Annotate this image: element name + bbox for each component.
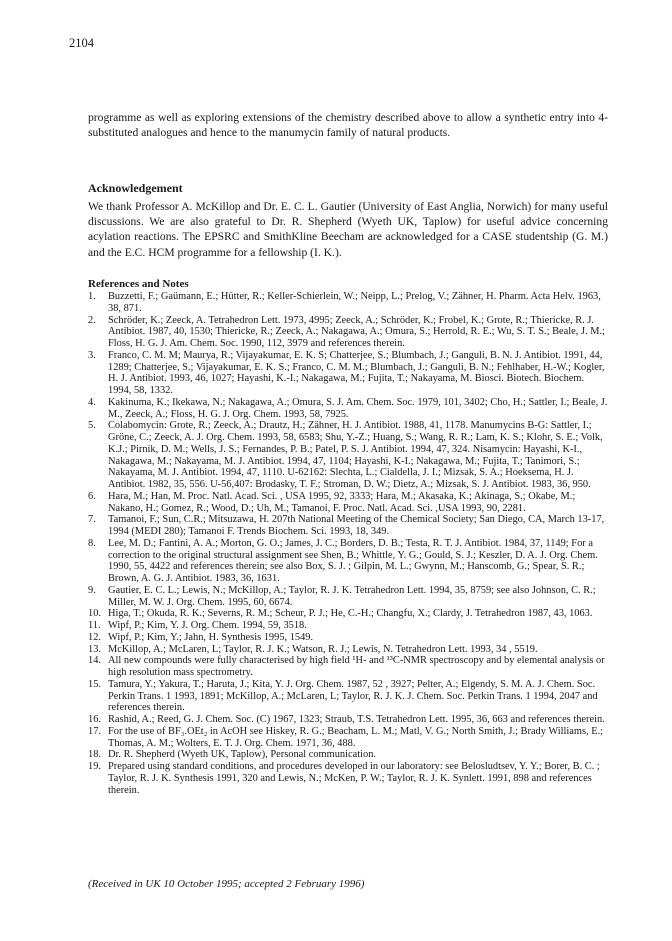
reference-item xyxy=(88,538,608,585)
reference-number: 1. xyxy=(88,291,96,302)
reference-number: 7. xyxy=(88,514,96,526)
reference-number: 13. xyxy=(88,643,101,655)
reference-number: 2. xyxy=(88,314,96,326)
reference-number: 3. xyxy=(88,349,96,361)
reference-number: 12. xyxy=(88,631,101,643)
received-date-line: (Received in UK 10 October 1995; accepted 2 February 1996) xyxy=(88,878,365,890)
reference-text: Hara, M.; Han, M. Proc. Natl. Acad. Sci. , USA 1995, 92, 3333; Hara, M.; Akasaka, K.; Akinaga, S.; Okabe, M.; Nakano, H.; Gomez, R.; Wood, D.; Uh, M.; Tamanoi, F. Proc. Natl. Acad. Sci. ,USA 1993, 90, 2281. xyxy=(108,490,576,514)
reference-item xyxy=(88,679,608,714)
reference-text: Wipf, P.; Kim, Y.; Jahn, H. Synthesis 1995, 1549. xyxy=(108,631,314,643)
reference-item xyxy=(88,726,608,750)
reference-item xyxy=(88,350,608,397)
reference-item xyxy=(88,749,608,761)
reference-number: 10. xyxy=(88,608,101,620)
reference-item xyxy=(88,585,608,609)
reference-item xyxy=(88,420,608,491)
reference-text: Schröder, K.; Zeeck, A. Tetrahedron Lett. 1973, 4995; Zeeck, A.; Schröder, K.; Frobel, K.; Grote, R.; Thiericke, R. J. Antibiot. 1987, 40, 1530; Thiericke, R.; Zeeck, A.; Nakagawa, A.; Omura, S.; Herrold, R. E.; Wu, S. T. S.; Beale, J. M.; Floss, H. G. J. Am. Chem. Soc. 1990, 112, 3979 and references therein. xyxy=(108,314,605,349)
reference-number: 19. xyxy=(88,761,101,772)
reference-item xyxy=(88,620,608,632)
reference-item xyxy=(88,491,608,515)
reference-item xyxy=(88,644,608,656)
intro-paragraph: programme as well as exploring extensions of the chemistry described above to allow a synthetic entry into 4-substituted analogues and hence to the manumycin family of natural products. xyxy=(88,111,608,140)
reference-item xyxy=(88,608,608,620)
reference-number: 5. xyxy=(88,420,96,432)
reference-text: Wipf, P.; Kim, Y. J. Org. Chem. 1994, 59, 3518. xyxy=(108,620,307,631)
reference-text: Lee, M. D.; Fantini, A. A.; Morton, G. O.; James, J. C.; Borders, D. B.; Testa, R. T. J. Antibiot. 1984, 37, 1149; For a correction to the original structural assignment see Shen, B.; Whittle, Y. G.; Gould, S. J.; Keszler, D. A. J. Org. Chem. 1990, 55, 4422 and references therein; see also Box, S. J. ; Gilpin, M. L.; Gwynn, M.; Hanscomb, G.; Spear, S. R.; Brown, A. G. J. Antibiot. 1983, 36, 1631. xyxy=(108,537,598,584)
acknowledgement-text: We thank Professor A. McKillop and Dr. E. C. L. Gautier (University of East Anglia, Norwich) for many useful discussions. We are also grateful to Dr. R. Shepherd (Wyeth UK, Taplow) for useful advice concerning acylation reactions. The EPSRC and SmithKline Beecham are acknowledged for a CASE studentship (G. M.) and the E.C. HCM programme for a fellowship (I. K.). xyxy=(88,200,608,259)
reference-text: Gautier, E. C. L.; Lewis, N.; McKillop, A.; Taylor, R. J. K. Tetrahedron Lett. 1994, 35, 8759; see also Johnson, C. R.; Miller, M. W. J. Org. Chem. 1995, 60, 6674. xyxy=(108,584,596,608)
reference-text: Kakinuma, K.; Ikekawa, N.; Nakagawa, A.; Omura, S. J. Am. Chem. Soc. 1979, 101, 3402; Cho, H.; Sattler, I.; Beale, J. M., Zeeck, A.; Floss, H. G. J. Org. Chem. 1993, 58, 7925. xyxy=(108,396,608,420)
page-number: 2104 xyxy=(69,36,94,50)
reference-text: Franco, C. M. M; Maurya, R.; Vijayakumar, E. K. S; Chatterjee, S.; Blumbach, J.; Ganguli, B. N. J. Antibiot. 1991, 44, 1289; Chatterjee, S.; Vijayakumar, E. K. S.; Franco, C. M. M.; Blumbach, J.; Ganguli, B. N.; Fehlhaber, H.-W.; Kogler, H. J. Antibiot. 1993, 46, 1027; Hayashi, K.-I.; Nakagawa, M.; Fujita, T.; Nakayama, M. Biosci. Biotech. Biochem. 1994, 58, 1332. xyxy=(108,349,605,396)
reference-list xyxy=(88,291,608,796)
reference-text: Higa, T.; Okuda, R. K.; Severns, R. M.; Scheur, P. J.; He, C.-H.; Changfu, X.; Clardy, J. Tetrahedron 1987, 43, 1063. xyxy=(108,608,593,620)
reference-item xyxy=(88,655,608,679)
reference-item xyxy=(88,397,608,421)
reference-text: Rashid, A.; Reed, G. J. Chem. Soc. (C) 1967, 1323; Straub, T.S. Tetrahedron Lett. 1995, 36, 663 and references therein. xyxy=(108,714,605,725)
reference-item xyxy=(88,632,608,644)
reference-text: Tamura, Y.; Yakura, T.; Haruta, J.; Kita, Y. J. Org. Chem. 1987, 52 , 3927; Pelter, A.; Elgendy, S. M. A. J. Chem. Soc. Perkin Trans. 1 1993, 1891; McKillop, A.; McLaren, L; Taylor, R. J. K. J. Chem. Soc. Perkin Trans. 1 1994, 2047 and references therein. xyxy=(108,678,598,714)
references-heading: References and Notes xyxy=(88,278,189,290)
reference-number: 11. xyxy=(88,620,101,631)
reference-text: Prepared using standard conditions, and procedures developed in our laboratory: see Belosludtsev, Y. Y.; Borer, B. C. ; Taylor, R. J. K. Synthesis 1991, 320 and Lewis, N.; McKen, P. W.; Taylor, R. J. K. Synlett. 1991, 898 and references therein. xyxy=(108,761,600,796)
reference-item xyxy=(88,514,608,538)
reference-number: 14. xyxy=(88,655,101,667)
reference-text: Tamanoi, F.; Sun, C.R.; Mitsuzawa, H. 207th National Meeting of the Chemical Society; San Diego, CA, March 13-17, 1994 (MEDI 280); Tamanoi F. Trends Biochem. Sci. 1993, 18, 349. xyxy=(108,514,605,537)
acknowledgement-heading: Acknowledgement xyxy=(88,181,183,195)
reference-number: 4. xyxy=(88,396,96,408)
reference-number: 8. xyxy=(88,537,96,549)
reference-number: 18. xyxy=(88,749,101,761)
reference-item xyxy=(88,315,608,350)
reference-text: Dr. R. Shepherd (Wyeth UK, Taplow), Personal communication. xyxy=(108,749,376,761)
reference-number: 15. xyxy=(88,678,101,690)
reference-number: 9. xyxy=(88,584,96,596)
reference-text: Colabomycin: Grote, R.; Zeeck, A.; Drautz, H.; Zähner, H. J. Antibiot. 1988, 41, 1178. Manumycins B-G: Sattler, I.; Gröne, C.; Zeeck, A. J. Org. Chem. 1993, 58, 6583; Shu, Y.-Z.; Huang, S.; Wang, R. R.; Lam, K. S.; Klohr, S. E.; Volk, K.J.; Pirnik, D. M.; Wells, J. S.; Fernandes, P. B.; Patel, P. S. J. Antibiot. 1994, 47, 324. Nisamycin: Hayashi, K-I., Nakagawa, M.; Nakayama, M. J. Antibiot. 1994, 47, 1104; Hayashi, K-I.; Nakagawa, M.; Fujita, T.; Tanimori, S.; Nakayama, M. J. Antibiot. 1994, 47, 1110. U-62162: Slechta, L.; Cialdella, J. I.; Mizsak, S. A.; Hoeksema, H. J. Antibiot. 1982, 35, 556. U-56,407: Brodasky, T. F.; Stroman, D. W.; Dietz, A.; Mizsak, S. J. Antibiot. 1983, 36, 950. xyxy=(108,420,603,490)
reference-item xyxy=(88,291,608,315)
reference-number: 17. xyxy=(88,725,101,737)
reference-item xyxy=(88,761,608,796)
reference-text: For the use of BF₃.OEt₂ in AcOH see Hiskey, R. G.; Beacham, L. M.; Matl, V. G.; North Smith, J.; Brady Williams, E.; Thomas, A. M.; Wolters, E. T. J. Org. Chem. 1971, 36, 488. xyxy=(108,725,604,749)
reference-text: Buzzetti, F.; Gaümann, E.; Hütter, R.; Keller-Schierlein, W.; Neipp, L.; Prelog, V.; Zähner, H. Pharm. Acta Helv. 1963, 38, 871. xyxy=(108,291,601,314)
reference-number: 6. xyxy=(88,490,96,502)
reference-text: All new compounds were fully characterised by high field ¹H- and ¹³C-NMR spectroscopy and by elemental analysis or high resolution mass spectrometry. xyxy=(108,655,605,678)
reference-number: 16. xyxy=(88,714,101,725)
reference-item xyxy=(88,714,608,726)
reference-text: McKillop, A.; McLaren, L; Taylor, R. J. K.; Watson, R. J.; Lewis, N. Tetrahedron Lett. 1993, 34 , 5519. xyxy=(108,643,538,655)
